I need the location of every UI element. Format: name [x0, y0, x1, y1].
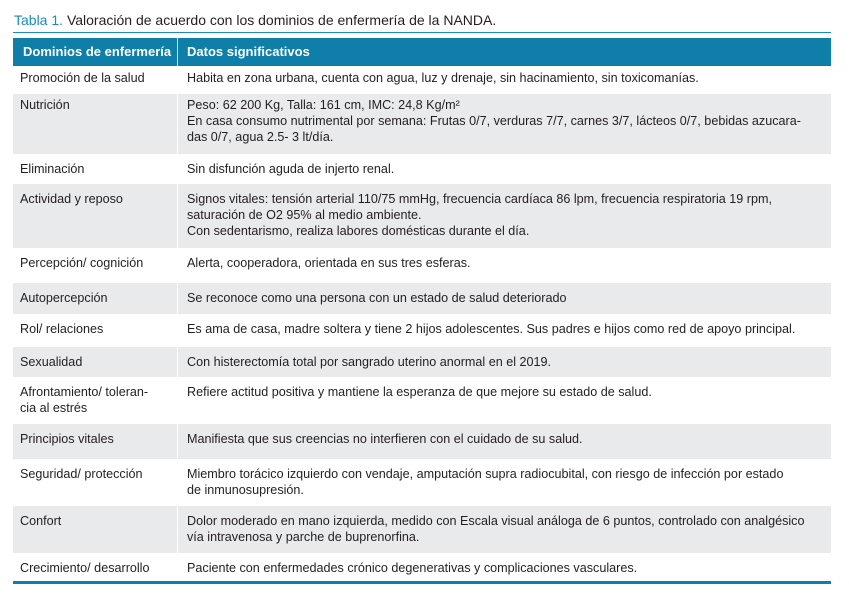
data-text: Habita en zona urbana, cuenta con agua, luz y drenaje, sin hacinamiento, sin toxicomanías.: [187, 71, 699, 85]
data-text: Es ama de casa, madre soltera y tiene 2 hijos adolescentes. Sus padres e hijos como red de apoyo principal.: [187, 322, 796, 336]
data-cell: [178, 377, 831, 424]
domain-text: Percepción/ cognición: [20, 256, 144, 270]
table-row: [13, 154, 831, 184]
data-text: Miembro torácico izquierdo con vendaje, amputación supra radiocubital, con riesgo de infección por estado: [187, 467, 784, 481]
domain-cell: [13, 377, 178, 424]
data-cell: [178, 424, 831, 459]
data-text: Manifiesta que sus creencias no interfieren con el cuidado de su salud.: [187, 432, 583, 446]
data-text: Con sedentarismo, realiza labores domésticas durante el día.: [187, 224, 530, 238]
data-text: Alerta, cooperadora, orientada en sus tres esferas.: [187, 256, 471, 270]
nanda-table: [13, 38, 831, 583]
domain-text: Actividad y reposo: [20, 192, 123, 206]
caption-text: Valoración de acuerdo con los dominios de enfermería de la NANDA.: [66, 12, 497, 28]
domain-text: cia al estrés: [20, 401, 88, 415]
domain-cell: [13, 184, 178, 248]
domain-cell: [13, 248, 178, 283]
data-text: Se reconoce como una persona con un estado de salud deteriorado: [187, 291, 567, 305]
table-row: [13, 424, 831, 459]
domain-cell: [13, 506, 178, 553]
data-text: Paciente con enfermedades crónico degenerativas y complicaciones vasculares.: [187, 561, 638, 575]
domain-cell: [13, 314, 178, 347]
table-row: [13, 94, 831, 154]
table-row: [13, 553, 831, 583]
data-cell: [178, 314, 831, 347]
domain-text: Eliminación: [20, 162, 85, 176]
data-cell: [178, 506, 831, 553]
table-row: [13, 184, 831, 248]
domain-text: Seguridad/ protección: [20, 467, 143, 481]
domain-cell: [13, 424, 178, 459]
header-domains: Dominios de enfermería: [13, 38, 178, 66]
data-text: Sin disfunción aguda de injerto renal.: [187, 162, 395, 176]
table-row: [13, 314, 831, 347]
data-text: Dolor moderado en mano izquierda, medido con Escala visual análoga de 6 puntos, controlado con analgésico: [187, 514, 805, 528]
data-cell: [178, 184, 831, 248]
data-text: Peso: 62 200 Kg, Talla: 161 cm, IMC: 24,8 Kg/m²: [187, 98, 460, 112]
data-text: Con histerectomía total por sangrado uterino anormal en el 2019.: [187, 355, 552, 369]
domain-cell: [13, 94, 178, 154]
data-cell: [178, 347, 831, 377]
domain-text: Nutrición: [20, 98, 70, 112]
table-row: [13, 459, 831, 506]
domain-text: Autopercepción: [20, 291, 108, 305]
domain-cell: [13, 283, 178, 314]
data-cell: [178, 553, 831, 583]
domain-cell: [13, 459, 178, 506]
domain-cell: [13, 66, 178, 94]
domain-text: Crecimiento/ desarrollo: [20, 561, 150, 575]
table-row: [13, 506, 831, 553]
data-cell: [178, 248, 831, 283]
data-text: En casa consumo nutrimental por semana: Frutas 0/7, verduras 7/7, carnes 3/7, lácteos 0/7, bebidas azucara-: [187, 114, 801, 128]
table-row: [13, 283, 831, 314]
data-cell: [178, 66, 831, 94]
table-caption: [14, 11, 496, 29]
table-row: [13, 347, 831, 377]
table-row: [13, 248, 831, 283]
data-text: saturación de O2 95% al medio ambiente.: [187, 208, 422, 222]
domain-text: Afrontamiento/ toleran-: [20, 385, 149, 399]
data-cell: [178, 459, 831, 506]
data-text: Signos vitales: tensión arterial 110/75 mmHg, frecuencia cardíaca 86 lpm, frecuencia respiratoria 19 rpm,: [187, 192, 772, 206]
caption-divider: [13, 32, 831, 33]
domain-cell: [13, 553, 178, 583]
data-cell: [178, 94, 831, 154]
table-row: [13, 377, 831, 424]
domain-text: Rol/ relaciones: [20, 322, 104, 336]
data-cell: [178, 283, 831, 314]
data-text: vía intravenosa y parche de buprenorfina.: [187, 530, 420, 544]
header-data: Datos significativos: [187, 44, 310, 59]
table-row: [13, 66, 831, 94]
domain-cell: [13, 154, 178, 184]
table-bottom-rule: [13, 581, 831, 584]
data-text: das 0/7, agua 2.5- 3 lt/día.: [187, 130, 334, 144]
caption-label: Tabla 1.: [14, 12, 64, 28]
domain-text: Confort: [20, 514, 62, 528]
domain-cell: [13, 347, 178, 377]
data-text: Refiere actitud positiva y mantiene la esperanza de que mejore su estado de salud.: [187, 385, 652, 399]
data-cell: [178, 154, 831, 184]
domain-text: Promoción de la salud: [20, 71, 145, 85]
table-body: [13, 66, 831, 583]
domain-text: Principios vitales: [20, 432, 114, 446]
data-text: de inmunosupresión.: [187, 483, 304, 497]
domain-text: Sexualidad: [20, 355, 83, 369]
table-header: [13, 38, 831, 66]
